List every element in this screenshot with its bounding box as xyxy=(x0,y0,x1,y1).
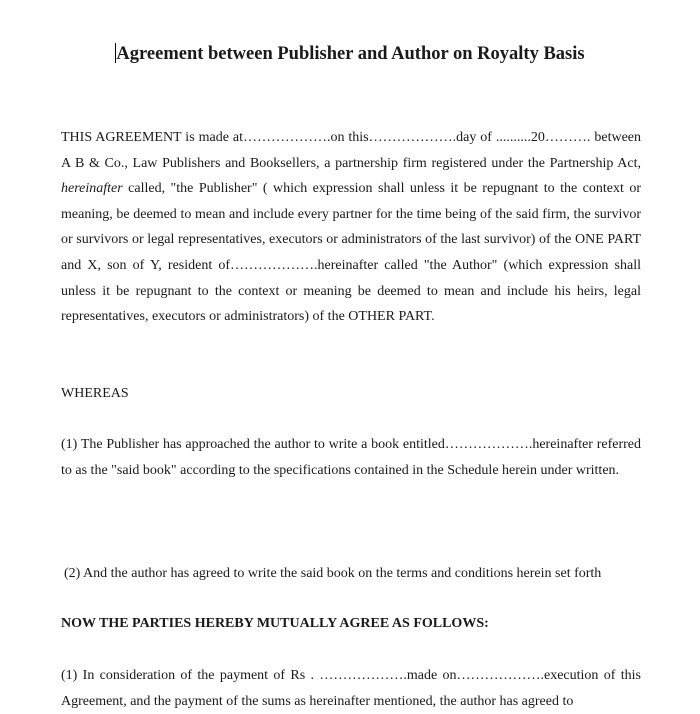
document-title-text: Agreement between Publisher and Author on Royalty Basis xyxy=(116,44,585,64)
intro-paragraph xyxy=(61,125,641,330)
intro-text-part1: THIS AGREEMENT is made at……………….on this……………….day of ..........20………. between A B & Co., Law Publishers and Booksellers, a partnership firm registered under the Partnership Act, xyxy=(61,130,641,171)
agreement-heading: NOW THE PARTIES HEREBY MUTUALLY AGREE AS FOLLOWS: xyxy=(61,616,489,631)
recital-clause-2: (2) And the author has agreed to write the said book on the terms and conditions herein set forth xyxy=(64,566,602,581)
document-title xyxy=(0,43,700,65)
intro-text-part2: called, "the Publisher" ( which expression shall unless it be repugnant to the context or meaning, be deemed to mean and include every partner for the time being of the said firm, the survivor or survivors or legal representatives, executors or administrators of the last survivor) of the ONE PART and X, son of Y, resident of……………….hereinafter called "the Author" (which expression shall unless it be repugnant to the context or meaning be deemed to mean and include his heirs, legal representatives, executors or administrators) of the OTHER PART. xyxy=(61,181,641,325)
whereas-heading: WHEREAS xyxy=(61,386,129,401)
intro-italic-term: hereinafter xyxy=(61,181,123,197)
consideration-clause-1: (1) In consideration of the payment of Rs . ……………….made on……………….execution of this Agreement, and the payment of the sums as hereinafter mentioned, the author has agreed to xyxy=(61,668,641,709)
recital-clause-1: (1) The Publisher has approached the author to write a book entitled……………….hereinafter referred to as the "said book" according to the specifications contained in the Schedule herein under written. xyxy=(61,437,641,478)
